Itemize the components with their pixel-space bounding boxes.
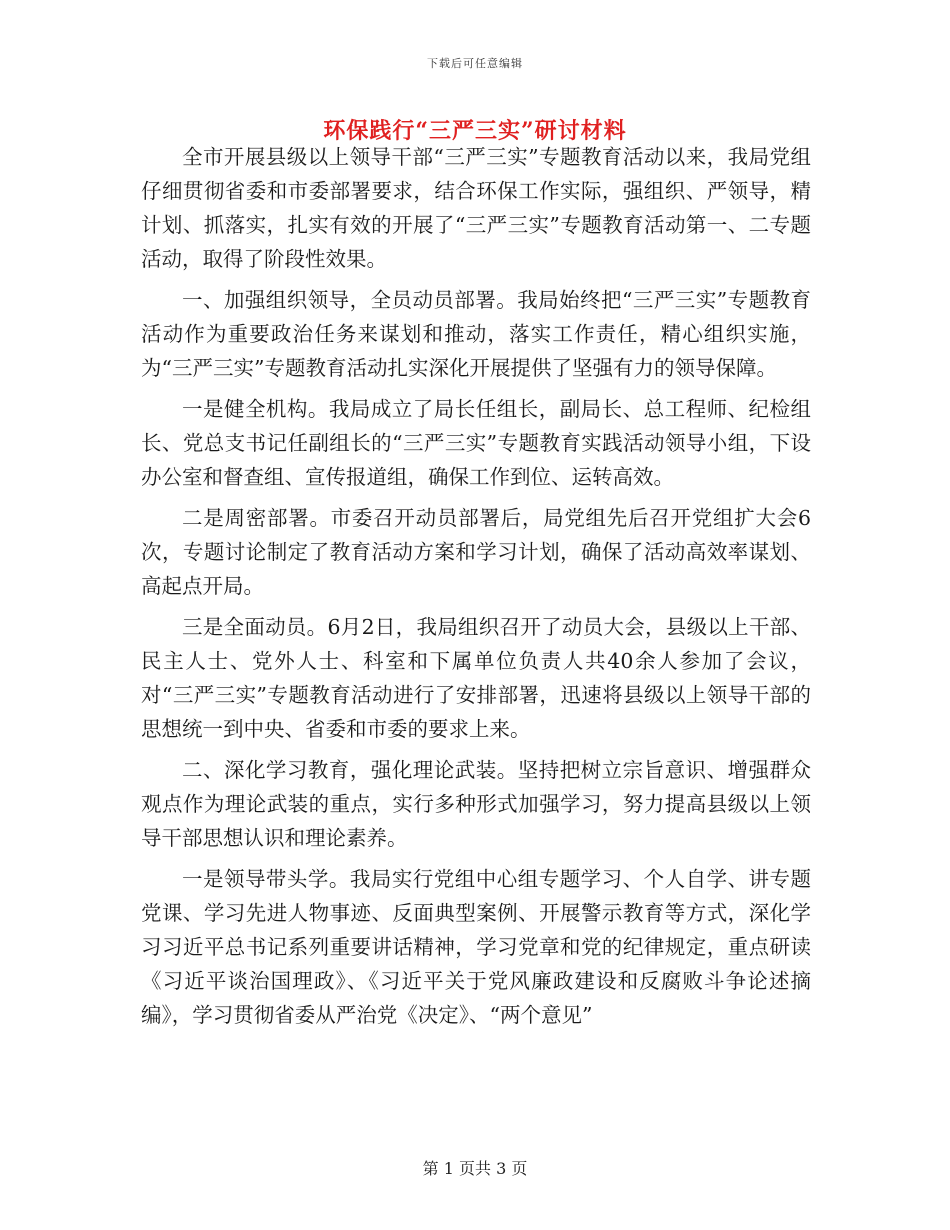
page-number: 第 1 页共 3 页 bbox=[422, 1159, 528, 1178]
paragraph-mobilization: 三是全面动员。6月2日，我局组织召开了动员大会，县级以上干部、民主人士、党外人士、科室和下属单位负责人共40余人参加了会议，对“三严三实”专题教育活动进行了安排部署，迅速将县级以上领导干部的思想统一到中央、省委和市委的要求上来。 bbox=[141, 615, 811, 741]
paragraph-section-1: 一、加强组织领导，全员动员部署。我局始终把“三严三实”专题教育活动作为重要政治任务来谋划和推动，落实工作责任，精心组织实施，为“三严三实”专题教育活动扎实深化开展提供了坚强有力的领导保障。 bbox=[141, 288, 811, 380]
document-title: 环保践行“三严三实”研讨材料 bbox=[323, 118, 627, 144]
document-body bbox=[141, 140, 811, 1039]
paragraph-intro: 全市开展县级以上领导干部“三严三实”专题教育活动以来，我局党组仔细贯彻省委和市委部署要求，结合环保工作实际，强组织、严领导，精计划、抓落实，扎实有效的开展了“三严三实”专题教育活动第一、二专题活动，取得了阶段性效果。 bbox=[141, 145, 811, 271]
paragraph-organization: 一是健全机构。我局成立了局长任组长，副局长、总工程师、纪检组长、党总支书记任副组长的“三严三实”专题教育实践活动领导小组，下设办公室和督查组、宣传报道组，确保工作到位、运转高效。 bbox=[141, 397, 811, 489]
paragraph-section-2: 二、深化学习教育，强化理论武装。坚持把树立宗旨意识、增强群众观点作为理论武装的重点，实行多种形式加强学习，努力提高县级以上领导干部思想认识和理论素养。 bbox=[141, 758, 811, 850]
header-note: 下载后可任意编辑 bbox=[427, 57, 523, 70]
paragraph-leaders-study: 一是领导带头学。我局实行党组中心组专题学习、个人自学、讲专题党课、学习先进人物事迹、反面典型案例、开展警示教育等方式，深化学习习近平总书记系列重要讲话精神，学习党章和党的纪律规定，重点研读《习近平谈治国理政》、《习近平关于党风廉政建设和反腐败斗争论述摘编》，学习贯彻省委从严治党《决定》、“两个意见” bbox=[141, 867, 811, 1027]
paragraph-deployment: 二是周密部署。市委召开动员部署后，局党组先后召开党组扩大会6次，专题讨论制定了教育活动方案和学习计划，确保了活动高效率谋划、高起点开局。 bbox=[141, 506, 811, 598]
